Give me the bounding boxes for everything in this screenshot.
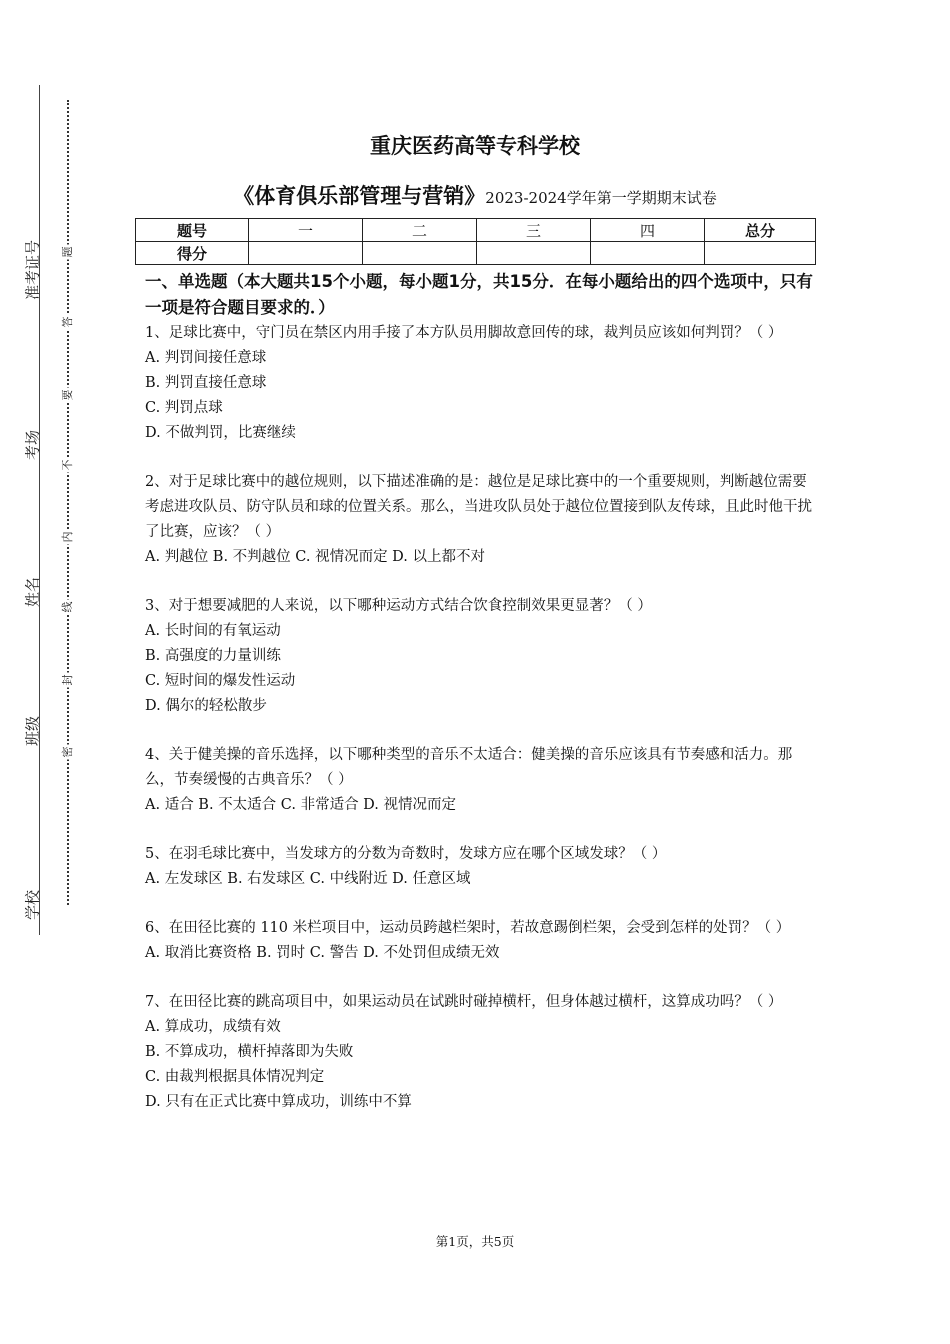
question-item (145, 470, 817, 570)
question-option: A. 判越位 B. 不判越位 C. 视情况而定 D. 以上都不对 (145, 549, 486, 565)
name-label: 姓名 (23, 576, 42, 608)
seal-char: 封 (61, 674, 74, 686)
question-option: B. 判罚直接任意球 (145, 375, 267, 391)
question-stem: 3、对于想要减肥的人来说，以下哪种运动方式结合饮食控制效果更显著？（ ） (145, 598, 652, 614)
question-option: D. 只有在正式比赛中算成功，训练中不算 (145, 1094, 412, 1110)
score-input-cell (363, 242, 477, 265)
seal-char: 答 (61, 316, 74, 328)
question-option: C. 判罚点球 (145, 400, 223, 416)
question-stem: 6、在田径比赛的 110 米栏项目中，运动员跨越栏架时，若故意踢倒栏架，会受到怎样的处罚？（ ） (145, 920, 791, 936)
term-label: 2023-2024学年第一学期期末试卷 (485, 189, 717, 207)
question-item (145, 916, 817, 966)
question-option: A. 适合 B. 不太适合 C. 非常适合 D. 视情况而定 (145, 797, 457, 813)
question-option: A. 取消比赛资格 B. 罚时 C. 警告 D. 不处罚但成绩无效 (145, 945, 500, 961)
question-item (145, 743, 817, 818)
class-label: 班级 (23, 715, 42, 747)
score-input-cell (477, 242, 591, 265)
question-option: D. 偶尔的轻松散步 (145, 698, 267, 714)
question-option: B. 不算成功，横杆掉落即为失败 (145, 1044, 354, 1060)
score-input-cell (705, 242, 816, 265)
page-number: 第1页，共5页 (435, 1234, 515, 1249)
score-cell: 总分 (705, 219, 816, 242)
question-stem: 2、对于足球比赛中的越位规则，以下描述准确的是：越位是足球比赛中的一个重要规则，判断越位需要考虑进攻队员、防守队员和球的位置关系。那么，当进攻队员处于越位位置接到队友传球，且此时他干扰了比赛，应该？（ ） (145, 474, 812, 540)
fill-in-line (39, 85, 40, 935)
section-heading: 一、单选题（本大题共15个小题，每小题1分，共15分．在每小题给出的四个选项中，只有一项是符合题目要求的．） (145, 272, 813, 317)
question-option: A. 算成功，成绩有效 (145, 1019, 281, 1035)
score-table (135, 218, 816, 265)
question-stem: 7、在田径比赛的跳高项目中，如果运动员在试跳时碰掉横杆，但身体越过横杆，这算成功吗？（ ） (145, 994, 783, 1010)
seal-line (67, 100, 69, 905)
score-input-cell (249, 242, 363, 265)
question-stem: 4、关于健美操的音乐选择，以下哪种类型的音乐不太适合：健美操的音乐应该具有节奏感和活力。那么，节奏缓慢的古典音乐？（ ） (145, 747, 793, 788)
school-label: 学校 (23, 889, 42, 921)
question-option: D. 不做判罚，比赛继续 (145, 425, 296, 441)
course-title: 《体育俱乐部管理与营销》 (233, 184, 486, 208)
school-title: 重庆医药高等专科学校 (370, 134, 580, 158)
score-cell: 得分 (136, 242, 249, 265)
question-option: C. 由裁判根据具体情况判定 (145, 1069, 325, 1085)
score-table-header-row (136, 219, 816, 242)
score-cell: 四 (591, 219, 705, 242)
question-item (145, 321, 817, 446)
question-option: A. 长时间的有氧运动 (145, 623, 281, 639)
seal-char: 线 (61, 601, 74, 613)
question-list (145, 321, 817, 1139)
question-stem: 5、在羽毛球比赛中，当发球方的分数为奇数时，发球方应在哪个区域发球？（ ） (145, 846, 667, 862)
question-stem: 1、足球比赛中，守门员在禁区内用手接了本方队员用脚故意回传的球，裁判员应该如何判罚？（ ） (145, 325, 783, 341)
exam-subtitle (0, 180, 950, 210)
question-option: C. 短时间的爆发性运动 (145, 673, 296, 689)
score-cell: 二 (363, 219, 477, 242)
seal-char: 不 (61, 459, 74, 471)
seal-char: 密 (61, 746, 74, 758)
question-option: A. 判罚间接任意球 (145, 350, 267, 366)
seal-char: 要 (61, 389, 74, 401)
question-option: B. 高强度的力量训练 (145, 648, 281, 664)
question-item (145, 594, 817, 719)
question-item (145, 842, 817, 892)
exam-room-label: 考场 (23, 429, 42, 461)
exam-number-label: 准考证号 (23, 239, 42, 301)
question-option: A. 左发球区 B. 右发球区 C. 中线附近 D. 任意区域 (145, 871, 471, 887)
score-cell: 题号 (136, 219, 249, 242)
question-item (145, 990, 817, 1115)
score-cell: 三 (477, 219, 591, 242)
score-input-cell (591, 242, 705, 265)
score-table-score-row (136, 242, 816, 265)
score-cell: 一 (249, 219, 363, 242)
seal-char: 题 (61, 246, 74, 258)
seal-char: 内 (61, 531, 74, 543)
